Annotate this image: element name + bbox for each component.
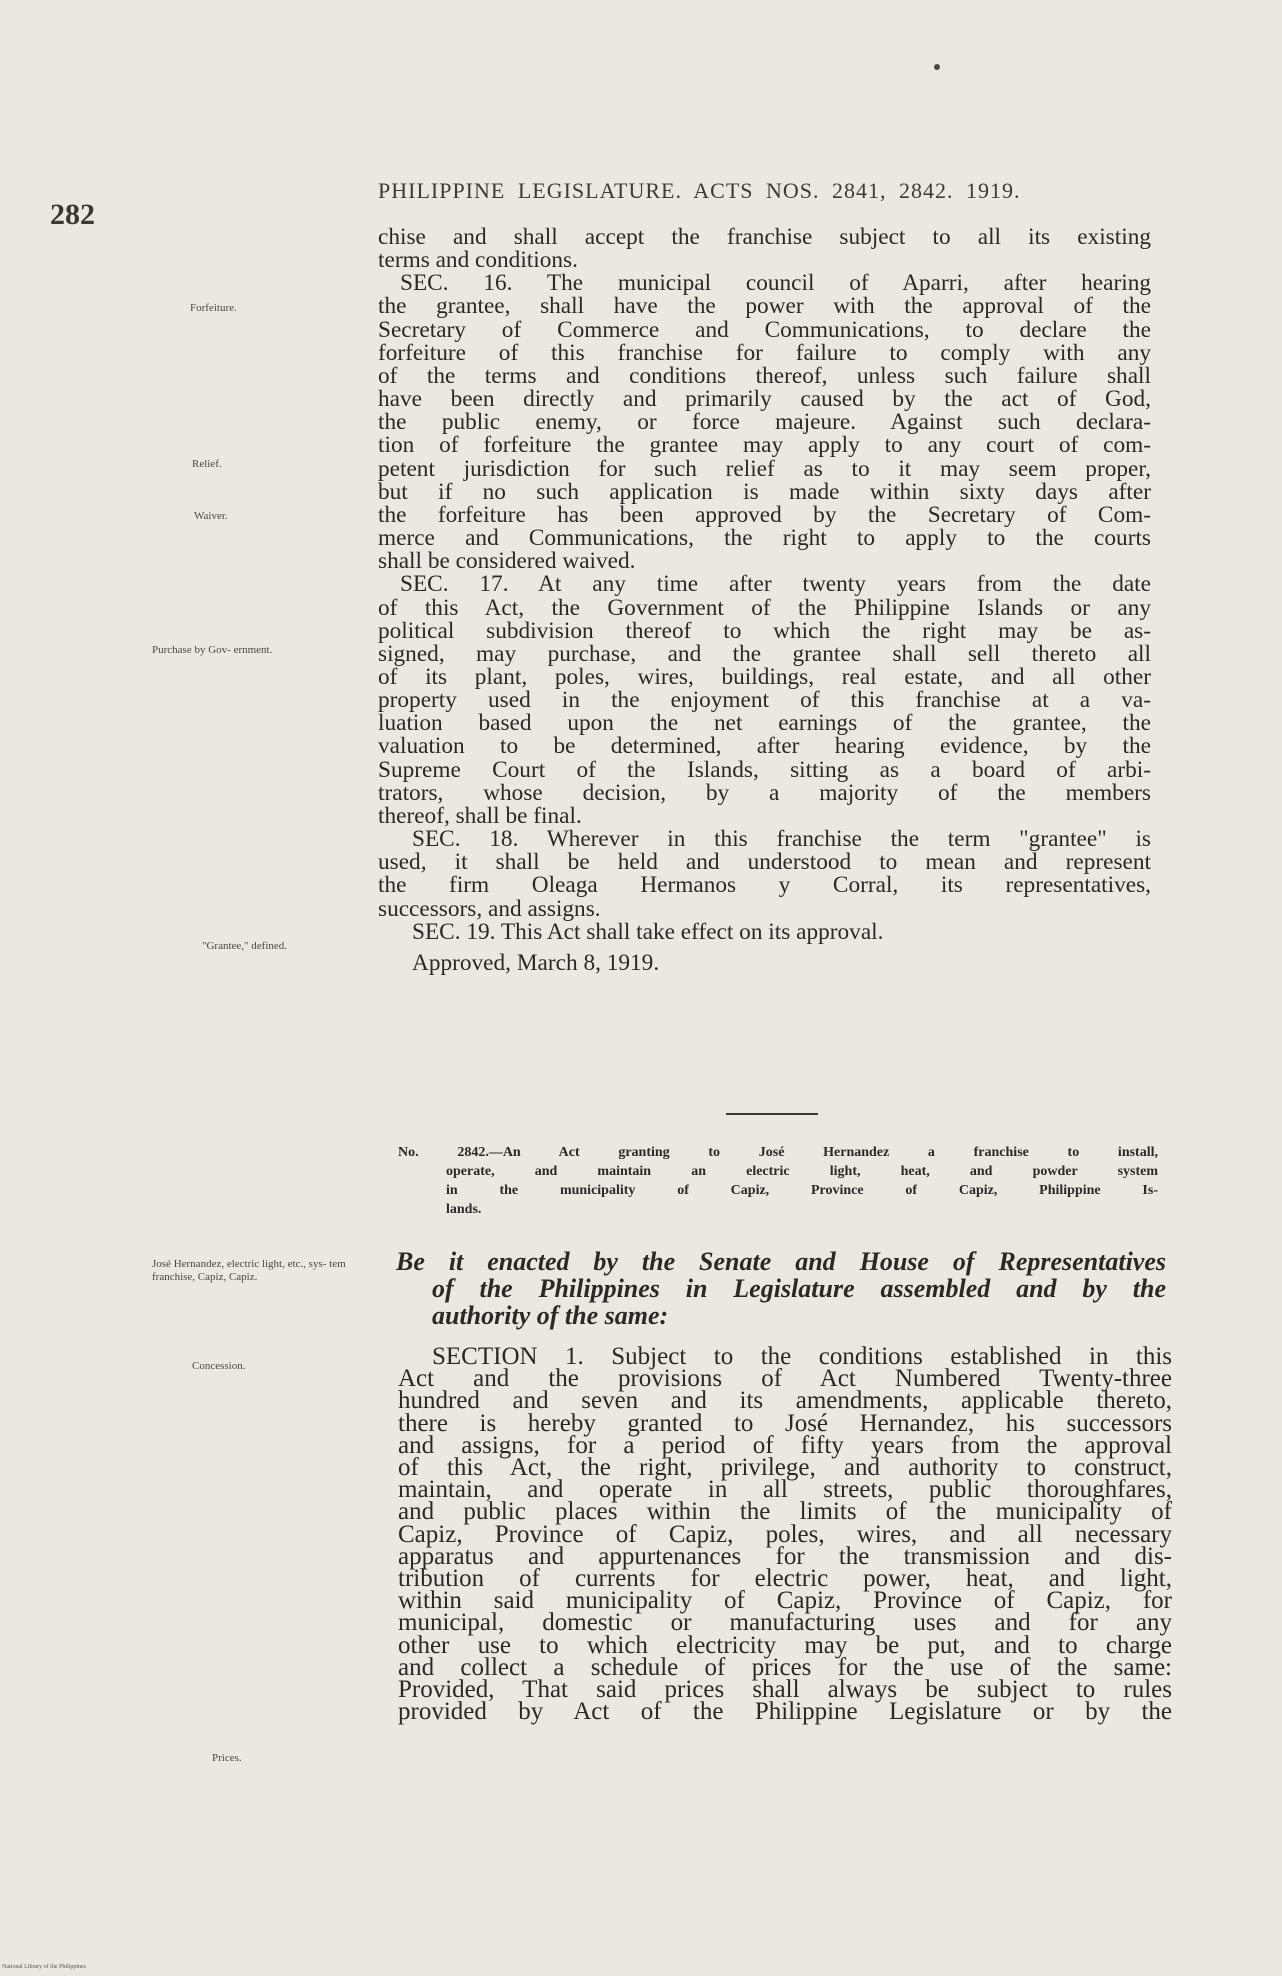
- text-line: property used in the enjoyment of this franchise at a va-: [378, 687, 1151, 714]
- text-line: Capiz, Province of Capiz, poles, wires, and all necessary: [398, 1520, 1172, 1548]
- text-line: political subdivision thereof to which the right may be as-: [378, 617, 1151, 644]
- text-line: thereof, shall be final.: [378, 802, 582, 829]
- heading-line: operate, and maintain an electric light, heat, and powder system: [446, 1164, 1158, 1179]
- text-line: hundred and seven and its amendments, applicable thereto,: [398, 1387, 1172, 1415]
- text-line: Act and the provisions of Act Numbered Twenty-three: [398, 1365, 1172, 1393]
- text-line: the public enemy, or force majeure. Against such declara-: [378, 409, 1151, 436]
- text-line: used, it shall be held and understood to mean and represent: [378, 849, 1151, 876]
- text-line: luation based upon the net earnings of the grantee, the: [378, 710, 1151, 737]
- text-line: chise and shall accept the franchise subject to all its existing: [378, 224, 1151, 250]
- section-divider: [726, 1113, 818, 1115]
- text-line: forfeiture of this franchise for failure to comply with any: [378, 339, 1151, 366]
- text-line: merce and Communications, the right to apply to the courts: [378, 525, 1151, 552]
- text-line: petent jurisdiction for such relief as to it may seem proper,: [378, 455, 1151, 482]
- text-line: apparatus and appurtenances for the transmission and dis-: [398, 1542, 1172, 1570]
- heading-line: No. 2842.—An Act granting to José Hernandez a franchise to install,: [398, 1145, 1158, 1160]
- text-line: have been directly and primarily caused by the act of God,: [378, 386, 1151, 413]
- section-16-start: SEC. 16. The municipal council of Aparri, after hearing: [400, 270, 1151, 297]
- enacting-line: of the Philippines in Legislature assembled and by the: [432, 1274, 1166, 1303]
- margin-note-purchase: Purchase by Gov- ernment.: [152, 644, 273, 656]
- page-number: 282: [50, 198, 95, 231]
- margin-note-grantee-defined: "Grantee," defined.: [202, 940, 288, 952]
- enacting-line: authority of the same:: [432, 1301, 669, 1330]
- text-line: of this Act, the right, privilege, and authority to construct,: [398, 1454, 1172, 1482]
- enacting-clause: [396, 1248, 1166, 1329]
- act-2841-continuation: [378, 226, 1151, 975]
- text-line: but if no such application is made within sixty days after: [378, 478, 1151, 505]
- margin-note-concession: Concession.: [192, 1360, 246, 1372]
- text-line: of this Act, the Government of the Philippine Islands or any: [378, 594, 1151, 621]
- text-line: valuation to be determined, after hearing evidence, by the: [378, 733, 1151, 760]
- heading-line: in the municipality of Capiz, Province of Capiz, Philippine Is-: [446, 1183, 1158, 1198]
- text-line: municipal, domestic or manufacturing uses and for any: [398, 1609, 1172, 1637]
- text-line: within said municipality of Capiz, Province of Capiz, for: [398, 1587, 1172, 1615]
- text-line: of its plant, poles, wires, buildings, real estate, and all other: [378, 663, 1151, 690]
- text-line: other use to which electricity may be put, and to charge: [398, 1631, 1172, 1659]
- speck-mark: [934, 64, 940, 70]
- margin-note-prices: Prices.: [212, 1752, 242, 1764]
- provided-line: Provided, That said prices shall always be subject to rules: [398, 1676, 1172, 1704]
- running-head: PHILIPPINE LEGISLATURE. ACTS NOS. 2841, 2842. 1919.: [378, 178, 1021, 203]
- text-line: and collect a schedule of prices for the use of the same:: [398, 1653, 1172, 1681]
- section-1-start: SECTION 1. Subject to the conditions established in this: [432, 1343, 1172, 1370]
- text-line: the firm Oleaga Hermanos y Corral, its representatives,: [378, 872, 1151, 899]
- act-2842-section-1: [398, 1343, 1172, 1726]
- text-line: of the terms and conditions thereof, unless such failure shall: [378, 362, 1151, 389]
- text-line: maintain, and operate in all streets, public thoroughfares,: [398, 1476, 1172, 1504]
- margin-note-waiver: Waiver.: [194, 510, 228, 522]
- section-18-start: SEC. 18. Wherever in this franchise the term "grantee" is: [412, 826, 1151, 853]
- text-line: successors, and assigns.: [378, 895, 601, 922]
- text-line: the forfeiture has been approved by the Secretary of Com-: [378, 501, 1151, 528]
- text-line: Supreme Court of the Islands, sitting as a board of arbi-: [378, 756, 1151, 783]
- margin-note-relief: Relief.: [192, 458, 222, 470]
- text-line: and assigns, for a period of fifty years from the approval: [398, 1431, 1172, 1459]
- text-line: signed, may purchase, and the grantee shall sell thereto all: [378, 640, 1151, 667]
- text-line: terms and conditions.: [378, 247, 578, 274]
- text-line: trators, whose decision, by a majority of the members: [378, 779, 1151, 806]
- section-17-start: SEC. 17. At any time after twenty years from the date: [400, 571, 1151, 598]
- approval-date: Approved, March 8, 1919.: [412, 949, 660, 976]
- text-line: shall be considered waived.: [378, 548, 636, 575]
- footer-credit: National Library of the Philippines: [2, 1964, 86, 1970]
- enacting-line: Be it enacted by the Senate and House of Representatives: [396, 1247, 1166, 1276]
- section-19: SEC. 19. This Act shall take effect on its approval.: [412, 918, 884, 945]
- text-line: tion of forfeiture the grantee may apply to any court of com-: [378, 432, 1151, 459]
- text-line: there is hereby granted to José Hernandez, his successors: [398, 1409, 1172, 1437]
- text-line: and public places within the limits of the municipality of: [398, 1498, 1172, 1526]
- margin-note-forfeiture: Forfeiture.: [190, 302, 237, 314]
- heading-line: lands.: [446, 1202, 482, 1217]
- text-line: tribution of currents for electric power, heat, and light,: [398, 1565, 1172, 1593]
- text-line: Secretary of Commerce and Communications, to declare the: [378, 316, 1151, 343]
- margin-note-jose-hernandez: José Hernandez, electric light, etc., sys- tem franchise, Capiz, Capiz.: [152, 1258, 346, 1283]
- act-2842-heading: [398, 1143, 1158, 1219]
- text-line: the grantee, shall have the power with the approval of the: [378, 293, 1151, 320]
- text-line: provided by Act of the Philippine Legislature or by the: [398, 1698, 1172, 1726]
